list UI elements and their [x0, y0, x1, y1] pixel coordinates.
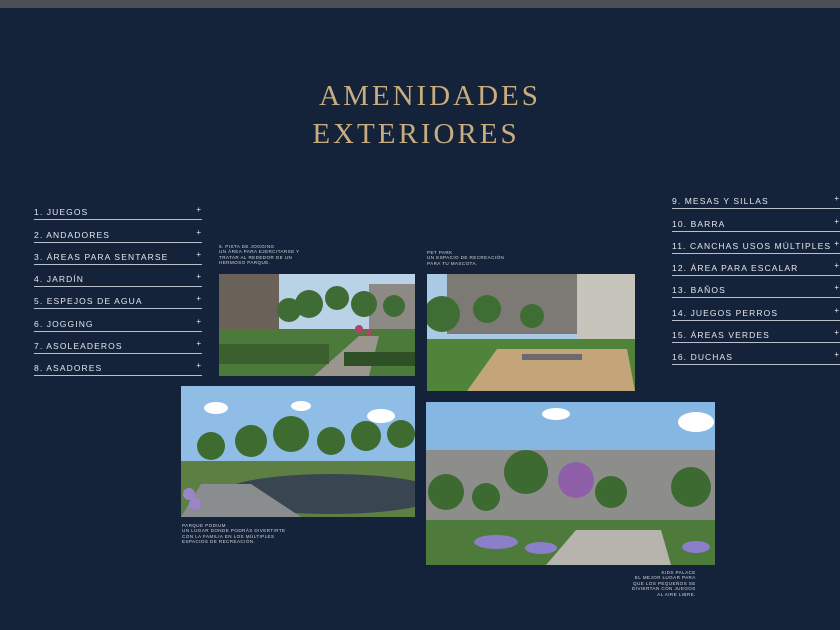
list-item[interactable]	[672, 187, 840, 209]
list-item[interactable]	[672, 254, 840, 276]
plus-icon[interactable]: +	[196, 249, 201, 259]
plus-icon[interactable]: +	[834, 194, 839, 204]
caption-jogging: 6. PISTA DE JOGGING UN ÁREA PARA EJERCITARSE Y TRATAR AL REDEDOR DE UN HERMOSO PARQUE.	[219, 244, 300, 266]
plus-icon[interactable]: +	[196, 316, 201, 326]
list-item-label: 16. DUCHAS	[672, 352, 734, 363]
plus-icon[interactable]: +	[196, 294, 201, 304]
amenities-list-left	[34, 198, 202, 376]
list-item-label: 7. ASOLEADEROS	[34, 341, 123, 352]
caption-parque: PARQUE PODIUM UN LUGAR DONDE PODRÁS DIVERTIRTE CON LA FAMILIA EN LOS MÚLTIPLES ESPACIOS DE RECREACIÓN.	[182, 523, 286, 545]
list-item-label: 12. ÁREA PARA ESCALAR	[672, 263, 799, 274]
list-item-label: 14. JUEGOS PERROS	[672, 307, 779, 318]
plus-icon[interactable]: +	[196, 272, 201, 282]
plus-icon[interactable]: +	[834, 350, 839, 360]
plus-icon[interactable]: +	[834, 238, 839, 248]
list-item-label: 11. CANCHAS USOS MÚLTIPLES	[672, 240, 832, 251]
caption-kids: KIDS PALACE EL MEJOR LUGAR PARA QUE LOS PEQUEÑOS SE DIVIERTAN CON JUEGOS AL AIRE LIBRE.	[632, 570, 696, 597]
plus-icon[interactable]: +	[196, 205, 201, 215]
photo-jogging-track	[219, 274, 415, 376]
list-item[interactable]	[34, 243, 202, 265]
list-item[interactable]	[672, 321, 840, 343]
list-item-label: 3. ÁREAS PARA SENTARSE	[34, 251, 169, 262]
list-item-label: 1. JUEGOS	[34, 207, 89, 218]
plus-icon[interactable]: +	[196, 227, 201, 237]
photo-pet-park	[427, 274, 635, 391]
amenities-list-right	[672, 187, 840, 365]
list-item[interactable]	[34, 309, 202, 331]
list-item[interactable]	[34, 220, 202, 242]
list-item[interactable]	[672, 343, 840, 365]
list-item-label: 5. ESPEJOS DE AGUA	[34, 296, 143, 307]
plus-icon[interactable]: +	[834, 261, 839, 271]
list-item[interactable]	[672, 276, 840, 298]
title-line-2: EXTERIORES	[312, 118, 520, 150]
list-item-label: 2. ANDADORES	[34, 229, 111, 240]
plus-icon[interactable]: +	[834, 283, 839, 293]
list-item[interactable]	[34, 332, 202, 354]
list-item[interactable]	[672, 298, 840, 320]
list-item-label: 9. MESAS Y SILLAS	[672, 196, 769, 207]
title-line-1: AMENIDADES	[319, 80, 541, 112]
list-item-label: 15. ÁREAS VERDES	[672, 330, 770, 341]
photo-kids-palace	[426, 402, 715, 565]
plus-icon[interactable]: +	[834, 305, 839, 315]
list-item[interactable]	[672, 209, 840, 231]
list-item[interactable]	[34, 265, 202, 287]
caption-pet-park: PET PARK UN ESPACIO DE RECREACIÓN PARA TU MASCOTA.	[427, 250, 505, 266]
list-item[interactable]	[34, 198, 202, 220]
list-item-label: 4. JARDÍN	[34, 274, 85, 285]
list-item-label: 13. BAÑOS	[672, 285, 726, 296]
list-item[interactable]	[34, 287, 202, 309]
photo-parque-podium	[181, 386, 415, 517]
list-item[interactable]	[34, 354, 202, 376]
list-item-label: 6. JOGGING	[34, 318, 94, 329]
plus-icon[interactable]: +	[196, 361, 201, 371]
top-bar	[0, 0, 840, 8]
list-item[interactable]	[672, 232, 840, 254]
plus-icon[interactable]: +	[834, 216, 839, 226]
list-item-label: 8. ASADORES	[34, 363, 103, 374]
plus-icon[interactable]: +	[834, 328, 839, 338]
plus-icon[interactable]: +	[196, 339, 201, 349]
list-item-label: 10. BARRA	[672, 218, 726, 229]
